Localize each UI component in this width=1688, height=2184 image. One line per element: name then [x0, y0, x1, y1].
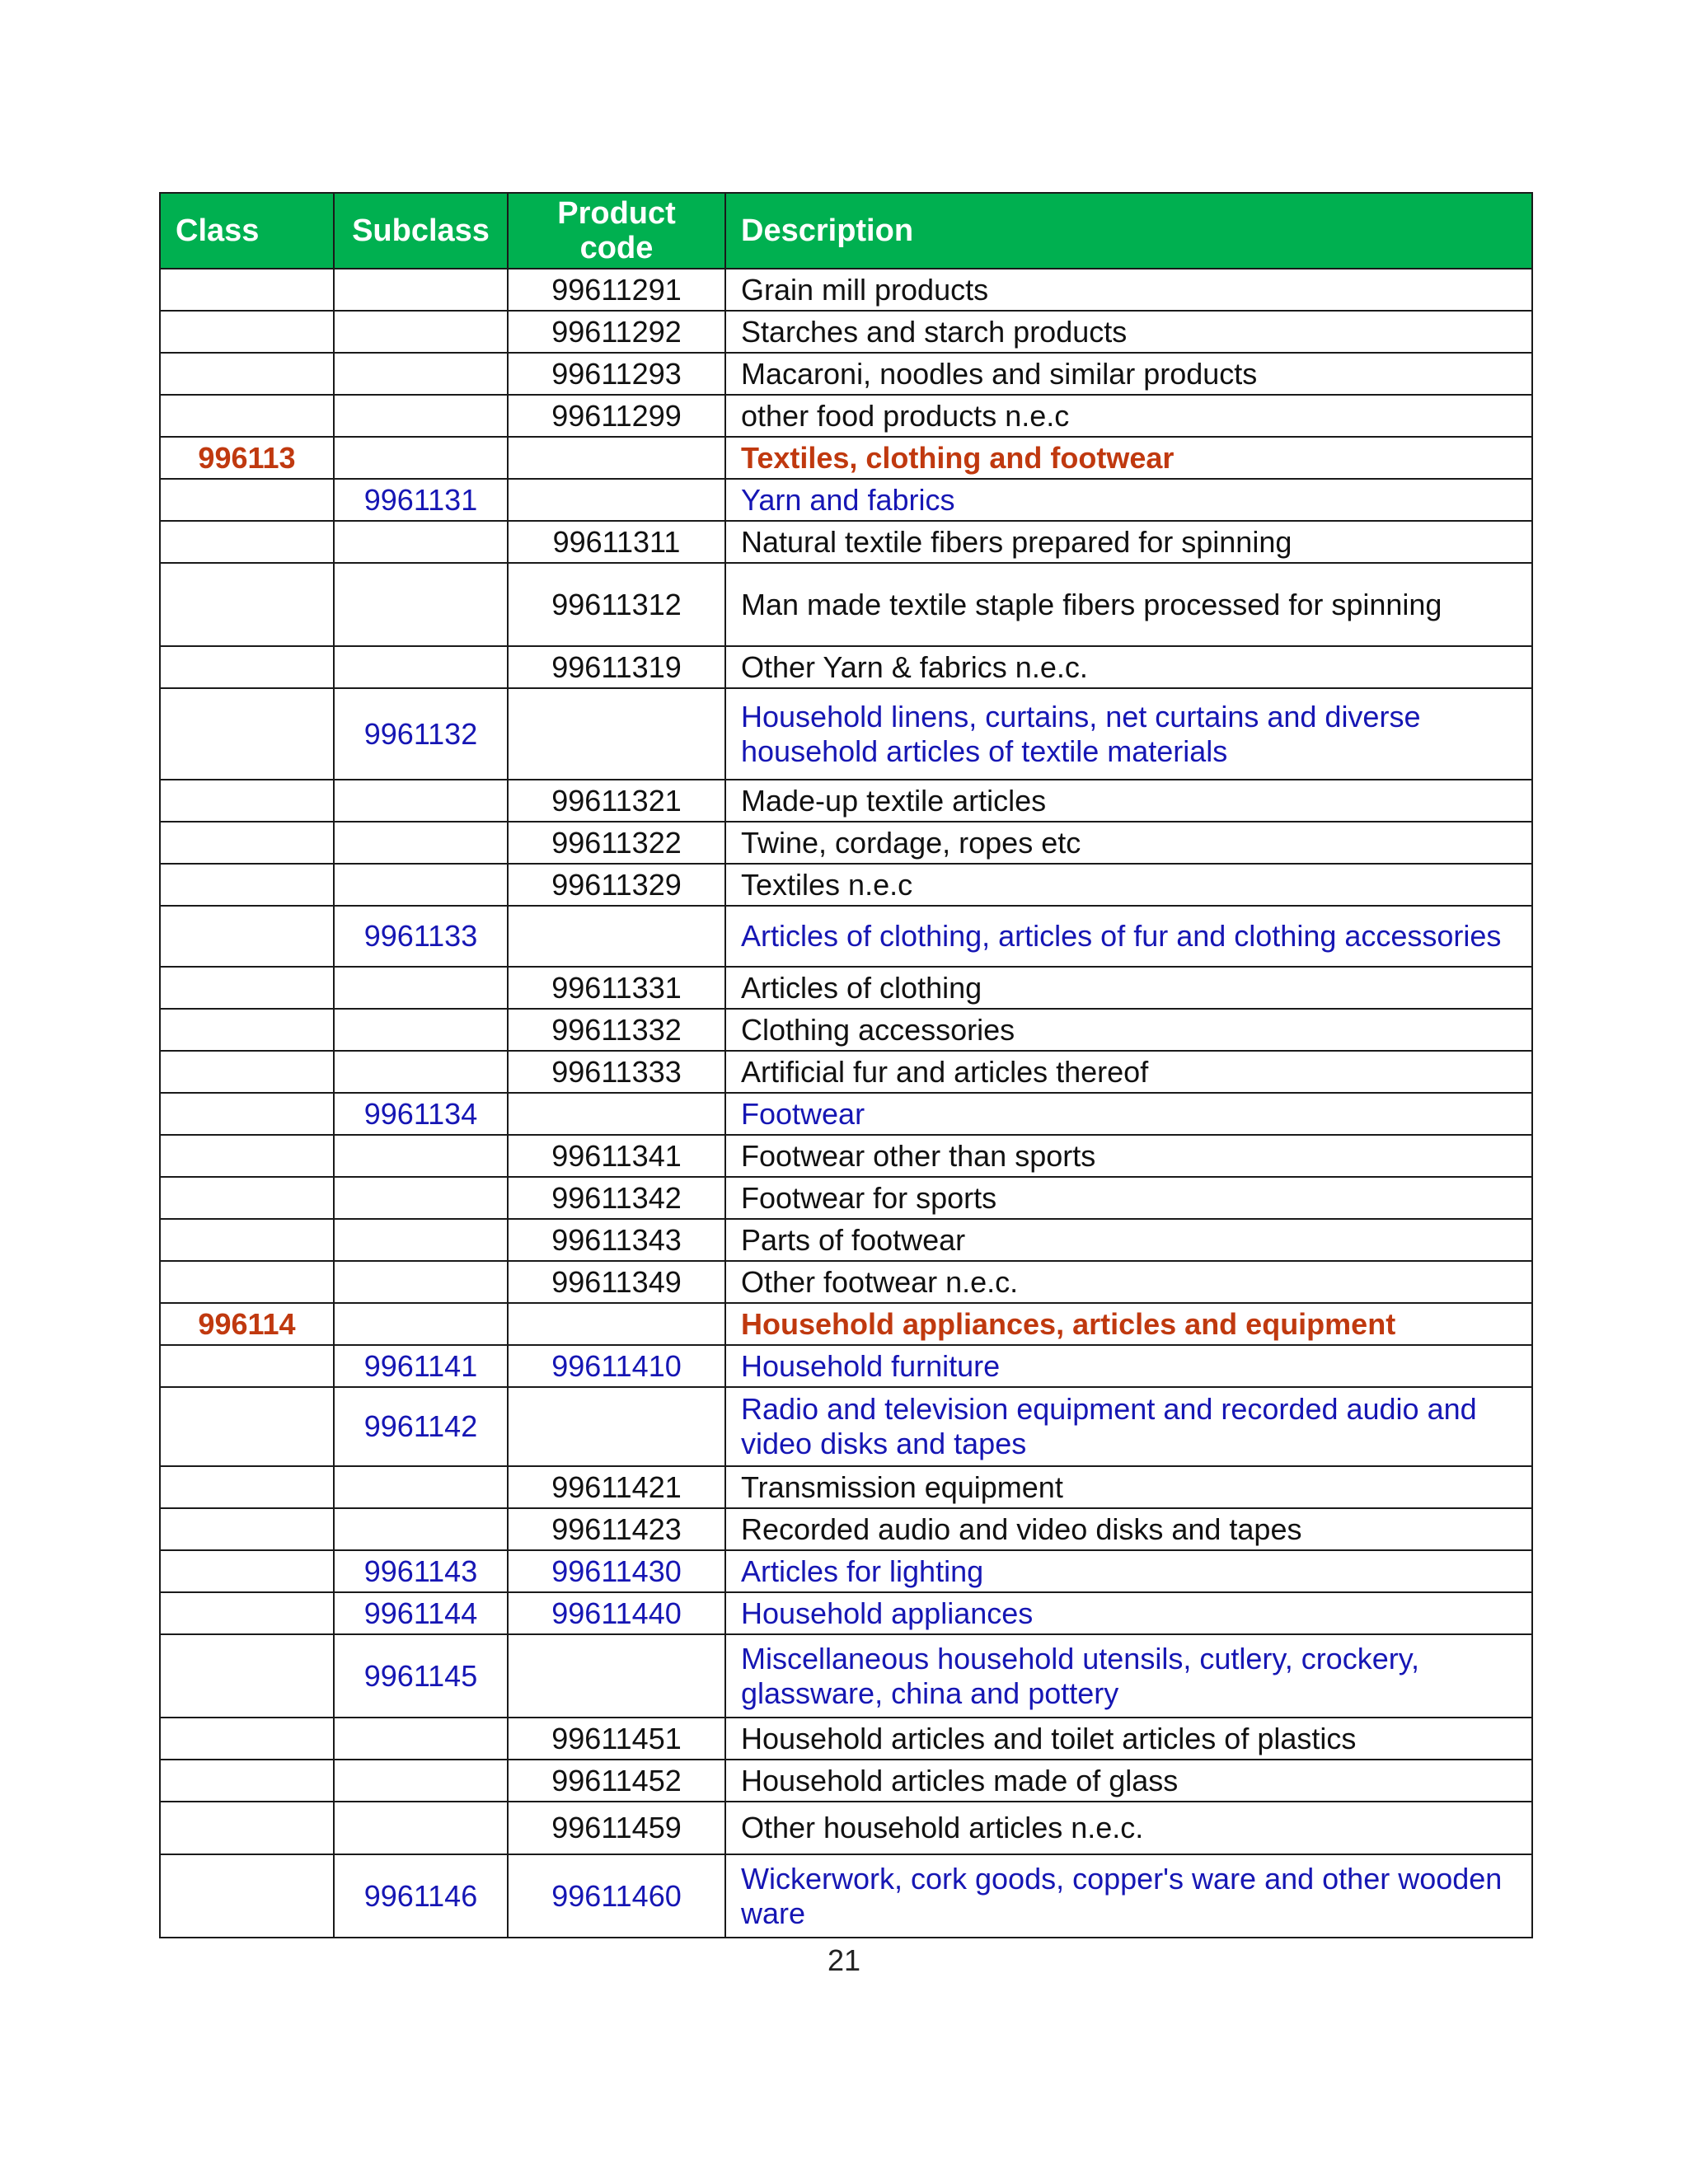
cell-class: [160, 353, 334, 395]
cell-product-code: [508, 1303, 725, 1345]
cell-product-code: 99611311: [508, 521, 725, 563]
table-row: [160, 780, 1532, 822]
table-row: [160, 1466, 1532, 1508]
cell-subclass: [334, 780, 508, 822]
cell-subclass: 9961134: [334, 1093, 508, 1135]
cell-class: [160, 780, 334, 822]
cell-subclass: [334, 1219, 508, 1261]
cell-class: [160, 563, 334, 646]
cell-subclass: [334, 269, 508, 311]
cell-product-code: 99611452: [508, 1760, 725, 1802]
cell-product-code: 99611331: [508, 967, 725, 1009]
cell-description: Household articles and toilet articles of plastics: [725, 1718, 1532, 1760]
table-row: [160, 1009, 1532, 1051]
table-row: [160, 822, 1532, 864]
table-row: [160, 1634, 1532, 1718]
table-row: [160, 1550, 1532, 1592]
table-row: [160, 1718, 1532, 1760]
table-header: [160, 193, 1532, 269]
cell-subclass: 9961133: [334, 906, 508, 967]
cell-subclass: [334, 1135, 508, 1177]
cell-class: [160, 1345, 334, 1387]
header-description: Description: [725, 193, 1532, 269]
cell-subclass: [334, 1303, 508, 1345]
cell-description: Natural textile fibers prepared for spinning: [725, 521, 1532, 563]
cell-subclass: 9961145: [334, 1634, 508, 1718]
cell-subclass: [334, 1177, 508, 1219]
cell-subclass: [334, 1802, 508, 1854]
table-row: [160, 1508, 1532, 1550]
cell-class: [160, 1219, 334, 1261]
cell-class: 996114: [160, 1303, 334, 1345]
cell-class: [160, 311, 334, 353]
cell-description: other food products n.e.c: [725, 395, 1532, 437]
cell-class: [160, 1093, 334, 1135]
cell-class: [160, 1550, 334, 1592]
cell-class: [160, 1634, 334, 1718]
table-row: [160, 1854, 1532, 1938]
cell-description: Household appliances, articles and equipment: [725, 1303, 1532, 1345]
cell-description: Household appliances: [725, 1592, 1532, 1634]
table-row: [160, 437, 1532, 479]
cell-subclass: [334, 563, 508, 646]
cell-product-code: 99611440: [508, 1592, 725, 1634]
cell-class: [160, 395, 334, 437]
cell-product-code: [508, 437, 725, 479]
cell-description: Transmission equipment: [725, 1466, 1532, 1508]
cell-product-code: [508, 1093, 725, 1135]
table-row: [160, 1387, 1532, 1466]
cell-product-code: 99611342: [508, 1177, 725, 1219]
cell-product-code: 99611322: [508, 822, 725, 864]
cell-class: [160, 1508, 334, 1550]
cell-product-code: 99611321: [508, 780, 725, 822]
cell-class: [160, 1760, 334, 1802]
cell-class: [160, 521, 334, 563]
table-row: [160, 1802, 1532, 1854]
cell-description: Household articles made of glass: [725, 1760, 1532, 1802]
cell-product-code: 99611421: [508, 1466, 725, 1508]
table-row: [160, 563, 1532, 646]
cell-product-code: 99611423: [508, 1508, 725, 1550]
table-row: [160, 646, 1532, 688]
cell-description: Articles of clothing: [725, 967, 1532, 1009]
table-row: [160, 1760, 1532, 1802]
cell-subclass: [334, 1508, 508, 1550]
cell-description: Radio and television equipment and recorded audio and video disks and tapes: [725, 1387, 1532, 1466]
cell-product-code: 99611341: [508, 1135, 725, 1177]
cell-class: [160, 1177, 334, 1219]
cell-description: Household linens, curtains, net curtains and diverse household articles of textile materials: [725, 688, 1532, 780]
cell-product-code: 99611332: [508, 1009, 725, 1051]
table-row: [160, 1303, 1532, 1345]
cell-description: Articles for lighting: [725, 1550, 1532, 1592]
table-row: [160, 906, 1532, 967]
cell-description: Articles of clothing, articles of fur and clothing accessories: [725, 906, 1532, 967]
cell-subclass: 9961131: [334, 479, 508, 521]
cell-class: [160, 1802, 334, 1854]
cell-description: Footwear for sports: [725, 1177, 1532, 1219]
table-row: [160, 353, 1532, 395]
cell-class: [160, 864, 334, 906]
table-row: [160, 688, 1532, 780]
cell-product-code: 99611410: [508, 1345, 725, 1387]
table-row: [160, 1219, 1532, 1261]
table-row: [160, 395, 1532, 437]
cell-product-code: 99611451: [508, 1718, 725, 1760]
table-row: [160, 311, 1532, 353]
cell-subclass: [334, 1009, 508, 1051]
table-row: [160, 967, 1532, 1009]
cell-description: Other household articles n.e.c.: [725, 1802, 1532, 1854]
cell-subclass: [334, 822, 508, 864]
cell-class: [160, 1009, 334, 1051]
table-body: [160, 269, 1532, 1938]
cell-subclass: [334, 395, 508, 437]
header-product-code: Product code: [508, 193, 725, 269]
cell-description: Artificial fur and articles thereof: [725, 1051, 1532, 1093]
cell-subclass: [334, 646, 508, 688]
cell-subclass: [334, 1760, 508, 1802]
cell-class: [160, 269, 334, 311]
classification-table: [159, 192, 1533, 1938]
cell-subclass: [334, 521, 508, 563]
cell-description: Made-up textile articles: [725, 780, 1532, 822]
cell-product-code: 99611343: [508, 1219, 725, 1261]
cell-class: [160, 646, 334, 688]
cell-description: Parts of footwear: [725, 1219, 1532, 1261]
cell-subclass: [334, 1051, 508, 1093]
cell-description: Footwear: [725, 1093, 1532, 1135]
cell-description: Macaroni, noodles and similar products: [725, 353, 1532, 395]
cell-description: Man made textile staple fibers processed for spinning: [725, 563, 1532, 646]
table-row: [160, 1261, 1532, 1303]
cell-subclass: 9961132: [334, 688, 508, 780]
cell-class: [160, 1387, 334, 1466]
table-row: [160, 1135, 1532, 1177]
header-class: Class: [160, 193, 334, 269]
cell-description: Twine, cordage, ropes etc: [725, 822, 1532, 864]
cell-product-code: [508, 1634, 725, 1718]
cell-class: [160, 906, 334, 967]
cell-product-code: [508, 906, 725, 967]
cell-class: [160, 1051, 334, 1093]
cell-description: Wickerwork, cork goods, copper's ware and other wooden ware: [725, 1854, 1532, 1938]
cell-class: [160, 967, 334, 1009]
cell-description: Yarn and fabrics: [725, 479, 1532, 521]
cell-description: Footwear other than sports: [725, 1135, 1532, 1177]
cell-product-code: [508, 479, 725, 521]
cell-class: [160, 1135, 334, 1177]
cell-subclass: 9961144: [334, 1592, 508, 1634]
cell-class: [160, 688, 334, 780]
table-row: [160, 479, 1532, 521]
cell-product-code: 99611349: [508, 1261, 725, 1303]
cell-product-code: 99611312: [508, 563, 725, 646]
table-row: [160, 1345, 1532, 1387]
cell-description: Household furniture: [725, 1345, 1532, 1387]
cell-product-code: 99611333: [508, 1051, 725, 1093]
cell-product-code: [508, 688, 725, 780]
cell-subclass: [334, 1466, 508, 1508]
cell-subclass: [334, 1261, 508, 1303]
table-row: [160, 1177, 1532, 1219]
cell-product-code: 99611291: [508, 269, 725, 311]
cell-product-code: [508, 1387, 725, 1466]
cell-product-code: 99611460: [508, 1854, 725, 1938]
page-number: 21: [827, 1943, 861, 1977]
cell-class: [160, 822, 334, 864]
table-row: [160, 521, 1532, 563]
table-row: [160, 864, 1532, 906]
table-row: [160, 1592, 1532, 1634]
cell-class: [160, 1592, 334, 1634]
cell-subclass: 9961142: [334, 1387, 508, 1466]
cell-subclass: 9961141: [334, 1345, 508, 1387]
table-row: [160, 1051, 1532, 1093]
cell-class: [160, 1261, 334, 1303]
cell-description: Clothing accessories: [725, 1009, 1532, 1051]
cell-description: Other footwear n.e.c.: [725, 1261, 1532, 1303]
cell-subclass: [334, 967, 508, 1009]
cell-subclass: 9961146: [334, 1854, 508, 1938]
cell-description: Miscellaneous household utensils, cutlery, crockery, glassware, china and pottery: [725, 1634, 1532, 1718]
cell-class: [160, 1466, 334, 1508]
cell-product-code: 99611292: [508, 311, 725, 353]
cell-class: [160, 1718, 334, 1760]
cell-product-code: 99611459: [508, 1802, 725, 1854]
cell-subclass: 9961143: [334, 1550, 508, 1592]
cell-product-code: 99611299: [508, 395, 725, 437]
cell-description: Other Yarn & fabrics n.e.c.: [725, 646, 1532, 688]
cell-subclass: [334, 437, 508, 479]
cell-product-code: 99611430: [508, 1550, 725, 1592]
cell-subclass: [334, 353, 508, 395]
cell-description: Textiles n.e.c: [725, 864, 1532, 906]
header-subclass: Subclass: [334, 193, 508, 269]
header-row: [160, 193, 1532, 269]
cell-description: Textiles, clothing and footwear: [725, 437, 1532, 479]
cell-description: Starches and starch products: [725, 311, 1532, 353]
cell-class: 996113: [160, 437, 334, 479]
table-row: [160, 269, 1532, 311]
cell-class: [160, 1854, 334, 1938]
cell-description: Recorded audio and video disks and tapes: [725, 1508, 1532, 1550]
cell-subclass: [334, 311, 508, 353]
cell-product-code: 99611329: [508, 864, 725, 906]
cell-subclass: [334, 1718, 508, 1760]
cell-description: Grain mill products: [725, 269, 1532, 311]
cell-product-code: 99611319: [508, 646, 725, 688]
table-row: [160, 1093, 1532, 1135]
cell-class: [160, 479, 334, 521]
cell-subclass: [334, 864, 508, 906]
cell-product-code: 99611293: [508, 353, 725, 395]
